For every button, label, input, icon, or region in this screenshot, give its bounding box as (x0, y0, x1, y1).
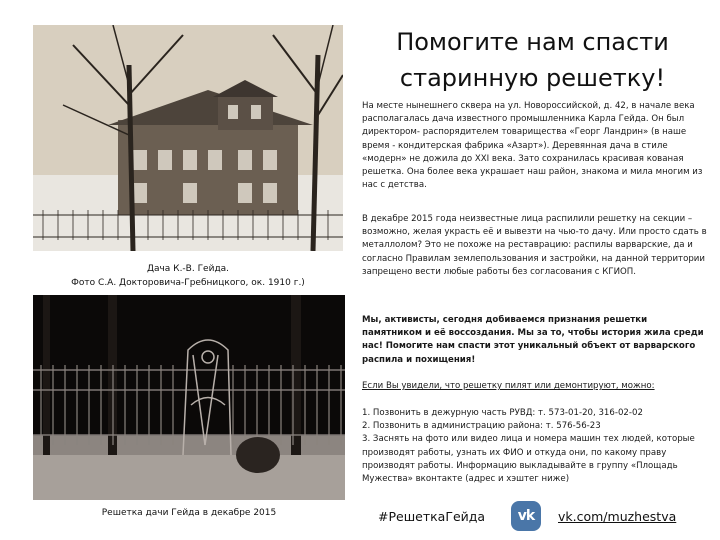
historic-photo-caption-line1: Дача К.-В. Гейда. (146, 264, 230, 274)
appeal-paragraph: Мы, активисты, сегодня добиваемся признания решетки памятником и её воссоздания. Мы за то, чтобы история жила среди нас! Помогите нам спасти этот уникальный объект от варварского распила и похищения! (362, 315, 704, 365)
incident-paragraph: В декабре 2015 года неизвестные лица распилили решетку на секции – возможно, желая украсть её и вывезти на чью-то дачу. Или просто сдать в металлолом? Это не похоже на реставрацию: распилы варварские, да и согласно Правилам землепользования и застройки, на данной территории запрещено вести любые работы без согласования с КГИОП. (362, 214, 707, 277)
list-item: 3. Заснять на фото или видео лица и номера машин тех людей, которые производят работы, узнать их ФИО и откуда они, по какому праву производят работы. Информацию выкладывайте в группу «Площадь Мужества» вконтакте (адрес и хэштег ниже) (362, 434, 695, 485)
instructions-list (362, 407, 710, 486)
list-item: 2. Позвонить в администрацию района: т. 576-56-23 (362, 421, 601, 432)
fence-night-photo (33, 295, 345, 500)
dacha-historic-photo (33, 25, 343, 251)
vk-group-link[interactable]: vk.com/muzhestva (558, 509, 677, 524)
vk-logo-icon[interactable]: vk (511, 501, 541, 531)
instructions-heading: Если Вы увидели, что решетку пилят или демонтируют, можно: (362, 381, 655, 391)
historic-photo-caption (33, 262, 343, 290)
history-paragraph: На месте нынешнего сквера на ул. Новороссийской, д. 42, в начале века располагалась дача известного промышленника Карла Гейда. Он был директором- распорядителем товарищества «Георг Ландрин» (в наше время - кондитерская фабрика «Азарт»). Деревянная дача в стиле «модерн» не дожила до XXI века. Зато сохранилась красивая кованая решетка. Она более века украшает наш район, знакома и мила многим из нас с детства. (362, 101, 703, 191)
page-title-line1: Помогите нам спасти (396, 28, 669, 56)
page-title (360, 24, 705, 96)
historic-photo-caption-line2: Фото С.А. Докторовича-Гребницкого, ок. 1910 г.) (71, 278, 305, 288)
fence-photo-caption: Решетка дачи Гейда в декабре 2015 (101, 508, 277, 518)
page-title-line2: старинную решетку! (399, 64, 666, 92)
hashtag: #РешеткаГейда (378, 509, 486, 524)
list-item: 1. Позвонить в дежурную часть РУВД: т. 573-01-20, 316-02-02 (362, 408, 643, 418)
